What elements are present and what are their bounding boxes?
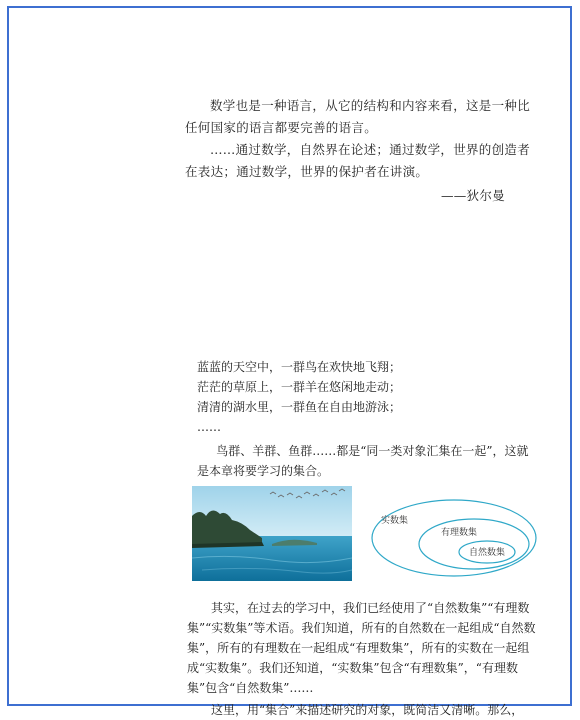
epigraph-paragraph-2: ……通过数学，自然界在论述；通过数学，世界的创造者在表达；通过数学，世界的保护者在讲演。: [185, 142, 531, 179]
intro-ellipsis: ……: [197, 420, 221, 434]
page-frame: [7, 6, 572, 717]
lake-birds-image: [192, 486, 352, 581]
intro-line-1: 蓝蓝的天空中，一群鸟在欢快地飞翔；: [197, 360, 402, 374]
body-paragraph-1: 其实，在过去的学习中，我们已经使用了“自然数集”“有理数集”“实数集”等术语。我们知道，所有的自然数在一起组成“自然数集”，所有的有理数在一起组成“有理数集”，所有的实数在一起组成“实数集”。我们还知道，“实数集”包含“有理数集”，“有理数集”包含“自然数集”……: [187, 601, 536, 695]
intro-line-2: 茫茫的草原上，一群羊在悠闲地走动；: [197, 380, 402, 394]
venn-label-rational: 有理数集: [441, 528, 478, 538]
epigraph: [185, 95, 535, 207]
lake-birds-photo: [192, 486, 352, 581]
venn-real-set: [372, 500, 536, 576]
page: [9, 8, 570, 717]
epigraph-paragraph-1: 数学也是一种语言，从它的结构和内容来看，这是一种比任何国家的语言都要完善的语言。: [185, 98, 531, 135]
venn-label-real: 实数集: [381, 516, 409, 526]
body-text: [187, 598, 537, 720]
epigraph-author: ——狄尔曼: [440, 188, 505, 203]
chapter-intro: [197, 357, 535, 481]
body-paragraph-2: 这里，用“集合”来描述研究的对象，既简洁又清晰。那么，: [211, 703, 524, 717]
number-set-venn-diagram: [369, 498, 539, 578]
intro-paragraph: 鸟群、羊群、鱼群……都是“同一类对象汇集在一起”，这就是本章将要学习的集合。: [197, 444, 529, 478]
intro-line-3: 清清的湖水里，一群鱼在自由地游泳；: [197, 400, 402, 414]
venn-label-natural: 自然数集: [469, 548, 506, 558]
